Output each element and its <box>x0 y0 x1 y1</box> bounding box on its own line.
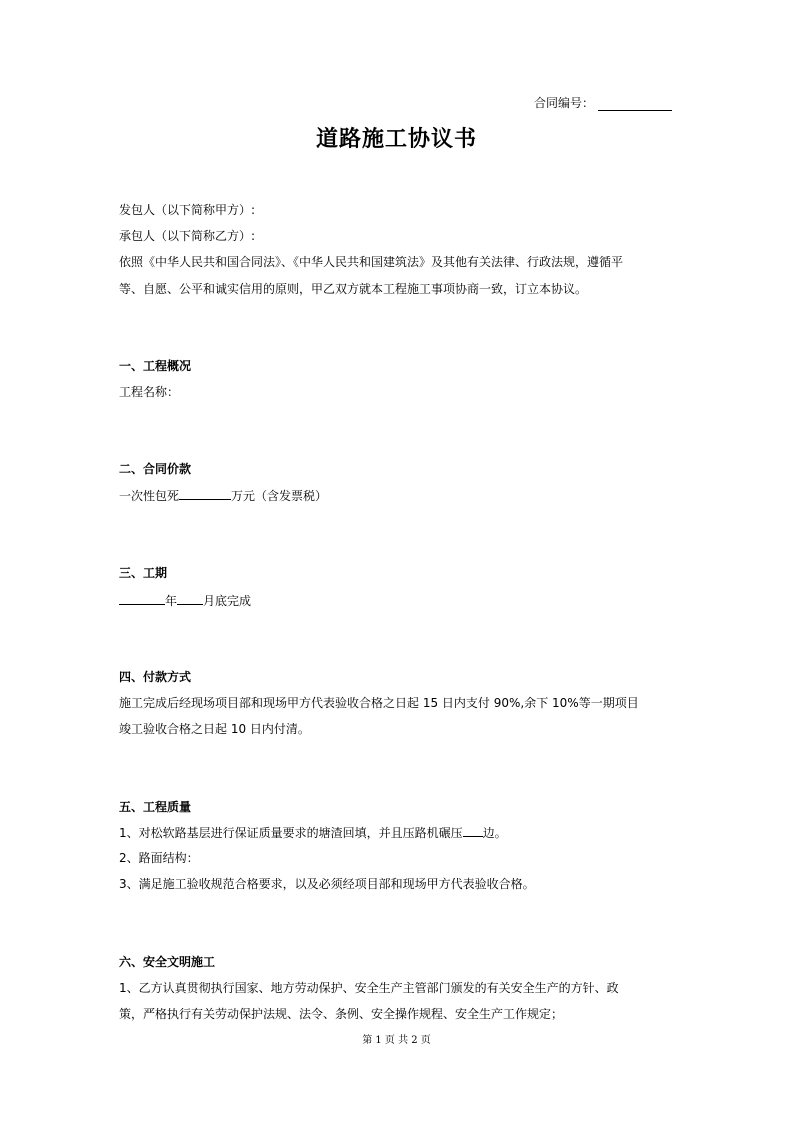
section-2-heading: 二、合同价款 <box>119 462 192 476</box>
year-blank <box>119 591 165 605</box>
page-footer: 第 1 页 共 2 页 <box>362 1035 431 1046</box>
construction-period-line <box>119 591 679 610</box>
payment-line-1: 施工完成后经现场项目部和现场甲方代表验收合格之日起 15 日内支付 90%,余下 10%等一期项目 <box>119 696 639 710</box>
quality-item-1-suffix: 边。 <box>482 826 507 840</box>
safety-item-1-line-2: 策，严格执行有关劳动保护法规、法令、条例、安全操作规程、安全生产工作规定； <box>119 1007 564 1021</box>
month-label: 月底完成 <box>203 594 252 608</box>
legal-basis-line-2: 等、自愿、公平和诚实信用的原则，甲乙双方就本工程施工事项协商一致，订立本协议。 <box>119 282 588 296</box>
price-prefix: 一次性包死 <box>119 489 180 503</box>
section-1-heading: 一、工程概况 <box>119 359 192 373</box>
safety-item-1-line-1: 1、乙方认真贯彻执行国家、地方劳动保护、安全生产主管部门颁发的有关安全生产的方针、政 <box>119 981 619 995</box>
contract-number-blank <box>598 97 672 111</box>
rolling-passes-blank <box>463 823 483 837</box>
section-4-heading: 四、付款方式 <box>119 670 192 684</box>
price-suffix: 万元（含发票税） <box>231 489 328 503</box>
payment-line-2: 竣工验收合格之日起 10 日内付清。 <box>119 722 310 736</box>
price-blank <box>179 486 231 500</box>
project-name-line: 工程名称： <box>119 385 180 399</box>
section-6-heading: 六、安全文明施工 <box>119 955 216 969</box>
party-a-line: 发包人（以下简称甲方）: <box>119 203 256 217</box>
month-blank <box>177 591 203 605</box>
section-3-heading: 三、工期 <box>119 566 168 580</box>
document-title: 道路施工协议书 <box>315 126 477 152</box>
quality-item-1 <box>119 823 679 842</box>
contract-price-line <box>119 486 679 505</box>
contract-number-line <box>534 95 672 111</box>
section-5-heading: 五、工程质量 <box>119 800 192 814</box>
quality-item-1-prefix: 1、对松软路基层进行保证质量要求的塘渣回填，并且压路机碾压 <box>119 826 463 840</box>
year-label: 年 <box>165 594 178 608</box>
quality-item-2: 2、路面结构： <box>119 851 199 865</box>
party-b-line: 承包人（以下简称乙方）: <box>119 229 256 243</box>
contract-number-label: 合同编号： <box>534 96 595 110</box>
legal-basis-line-1: 依照《中华人民共和国合同法》、《中华人民共和国建筑法》及其他有关法律、行政法规，遵循平 <box>119 255 624 269</box>
quality-item-3: 3、满足施工验收规范合格要求，以及必须经项目部和现场甲方代表验收合格。 <box>119 877 535 891</box>
